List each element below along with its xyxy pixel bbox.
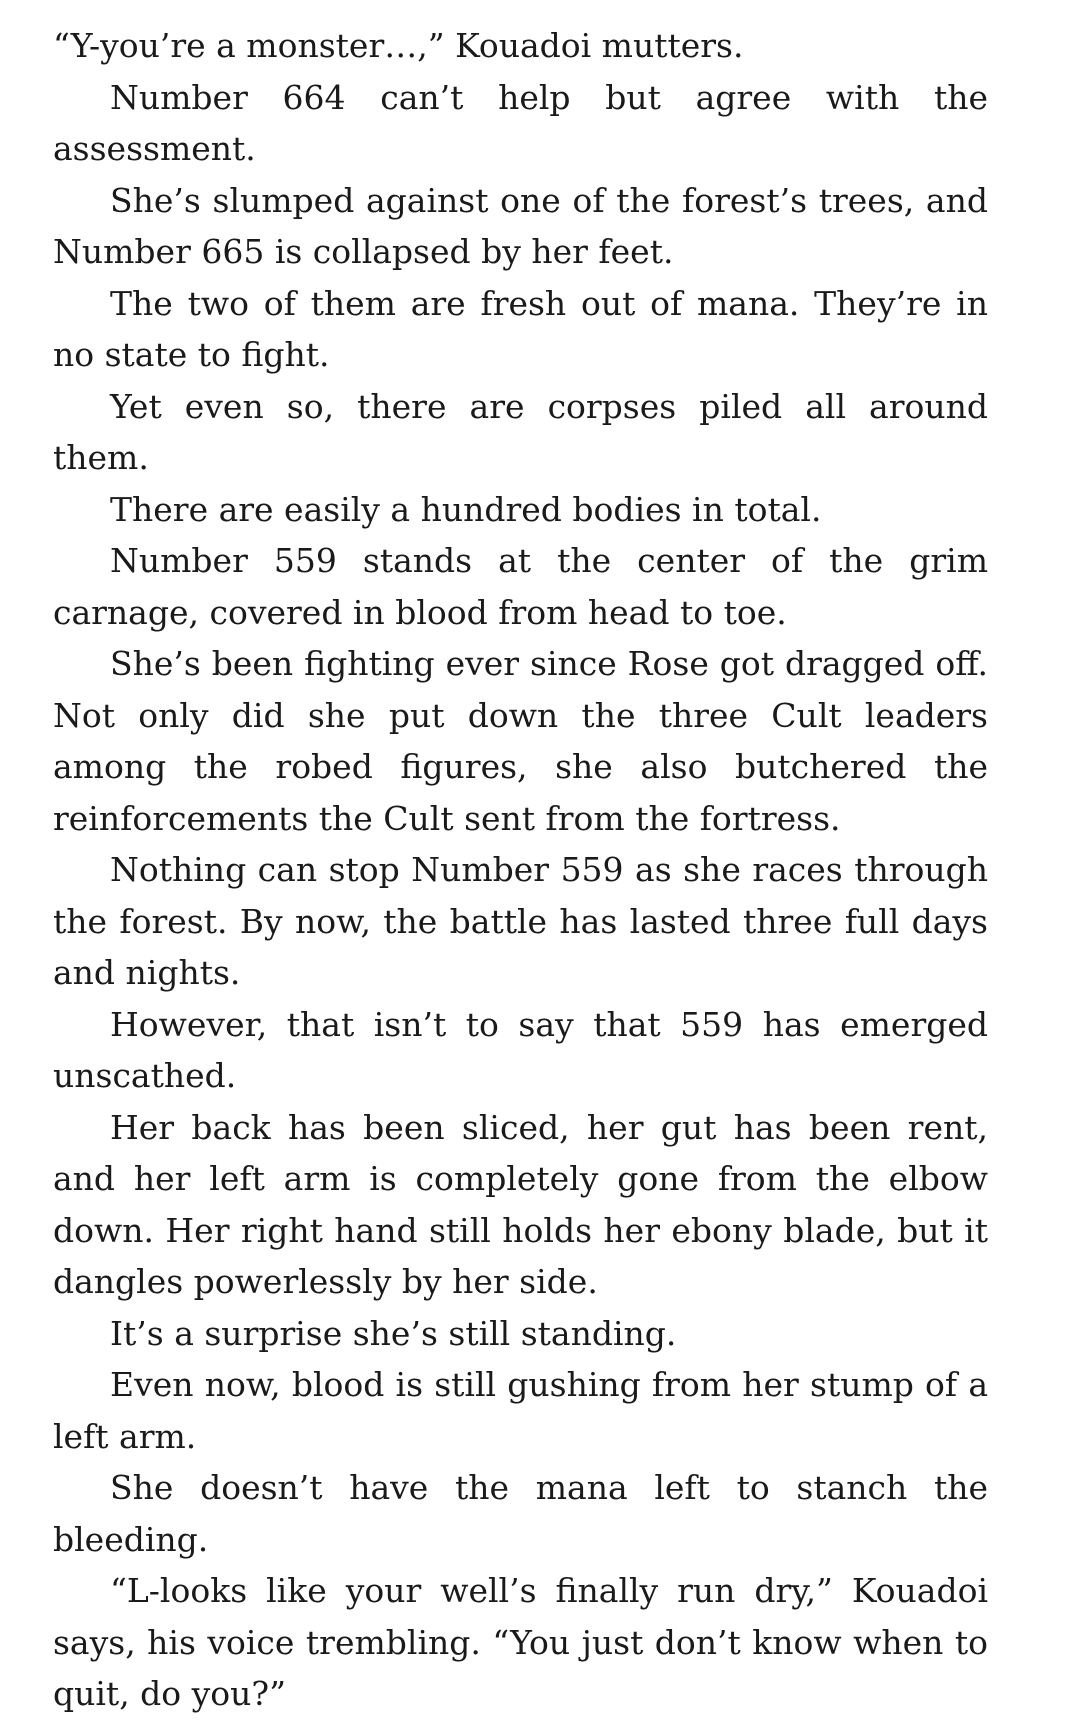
paragraph-6: There are easily a hundred bodies in total. xyxy=(110,489,822,529)
paragraph-11: Her back has been sliced, her gut has been rent, and her left arm is completely gone from the elbow down. Her right hand still holds her ebony blade, but it dangles powerlessly by her side. xyxy=(53,1107,988,1301)
paragraph-4: The two of them are fresh out of mana. They’re in no state to fight. xyxy=(53,283,988,374)
paragraph-12: It’s a surprise she’s still standing. xyxy=(110,1313,677,1353)
paragraph-10: However, that isn’t to say that 559 has emerged unscathed. xyxy=(53,1004,988,1095)
paragraph-2: Number 664 can’t help but agree with the assessment. xyxy=(53,77,988,168)
page-text xyxy=(53,20,988,1720)
paragraph-8: She’s been fighting ever since Rose got dragged off. Not only did she put down the three Cult leaders among the robed figures, she also butchered the reinforcements the Cult sent from the fortress. xyxy=(53,644,988,838)
paragraph-14: She doesn’t have the mana left to stanch the bleeding. xyxy=(53,1468,988,1559)
paragraph-3: She’s slumped against one of the forest’s trees, and Number 665 is collapsed by her feet. xyxy=(53,180,988,271)
paragraph-15: “L-looks like your well’s finally run dry,” Kouadoi says, his voice trembling. “You just don’t know when to quit, do you?” xyxy=(53,1571,988,1713)
paragraph-13: Even now, blood is still gushing from her stump of a left arm. xyxy=(53,1365,988,1456)
paragraph-9: Nothing can stop Number 559 as she races through the forest. By now, the battle has lasted three full days and nights. xyxy=(53,850,988,992)
paragraph-5: Yet even so, there are corpses piled all around them. xyxy=(53,386,988,477)
paragraph-1: “Y-you’re a monster…,” Kouadoi mutters. xyxy=(53,26,744,65)
paragraph-7: Number 559 stands at the center of the grim carnage, covered in blood from head to toe. xyxy=(53,541,988,632)
